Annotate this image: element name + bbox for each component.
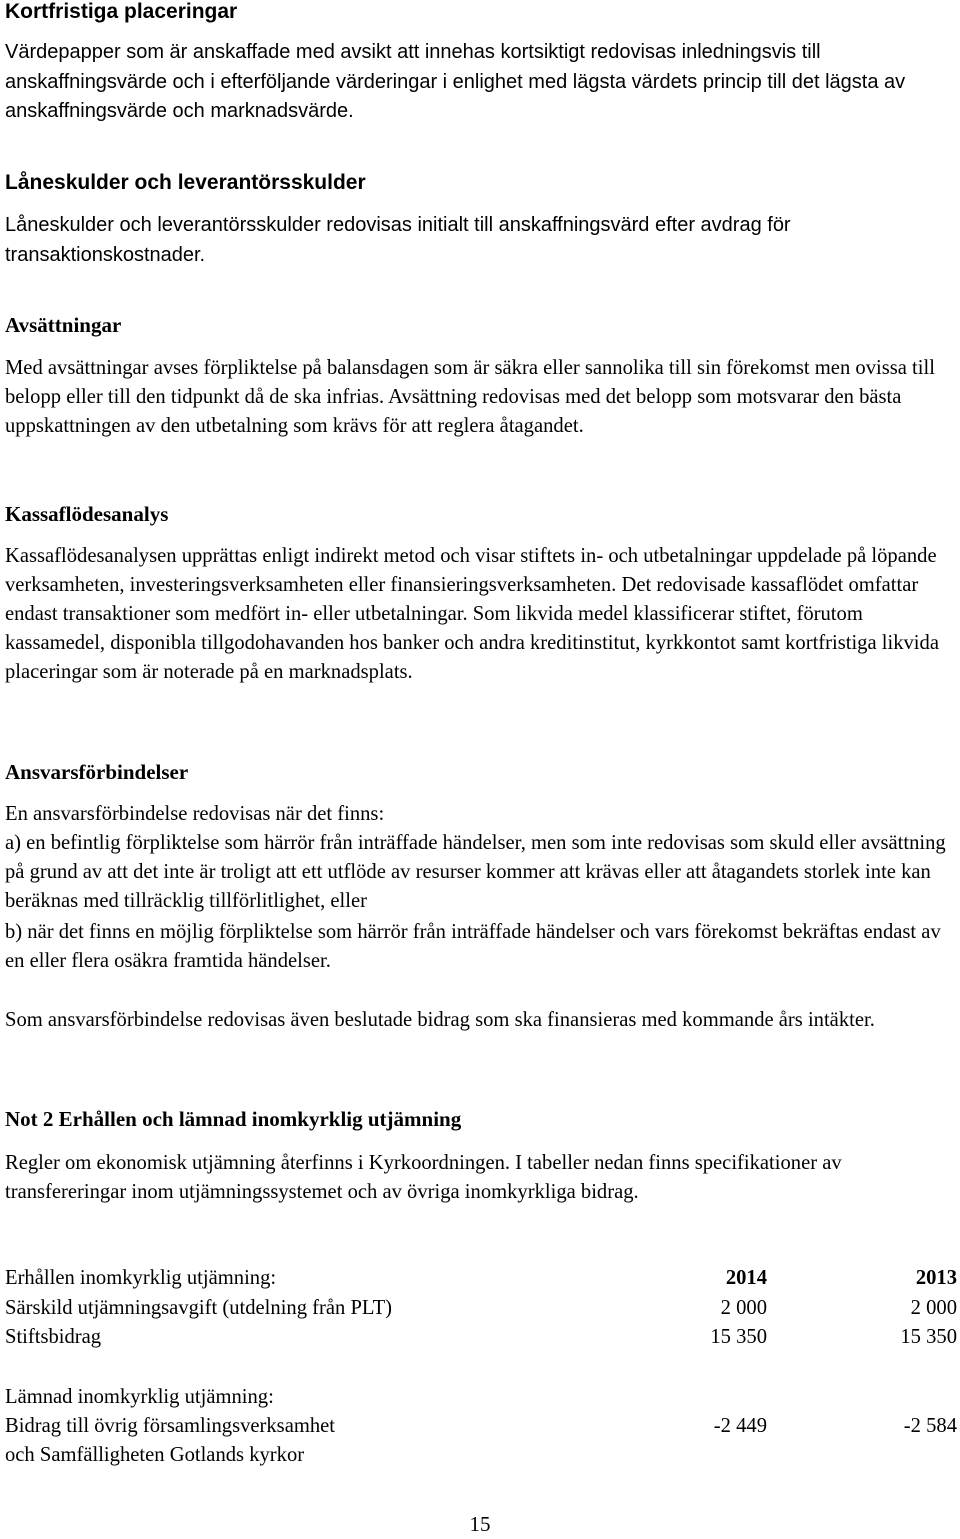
row-label: Särskild utjämningsavgift (utdelning från PLT) — [5, 1297, 393, 1319]
row-value-2014: -2 449 — [713, 1415, 767, 1437]
ansvar-intro: En ansvarsförbindelse redovisas när det finns: — [5, 803, 385, 825]
table-header-received — [5, 1264, 957, 1293]
heading-not2: Not 2 Erhållen och lämnad inomkyrklig utjämning — [5, 1107, 462, 1131]
row-value-2014: 15 350 — [710, 1326, 767, 1348]
body-not2: Regler om ekonomisk utjämning återfinns i Kyrkoordningen. I tabeller nedan finns specifikationer av transfereringar inom utjämningssystemet och av övriga inomkyrkliga bidrag. — [5, 1152, 842, 1203]
heading-avsattningar: Avsättningar — [5, 313, 122, 337]
ansvar-item-b: b) när det finns en möjlig förpliktelse som härrör från inträffade händelser och vars förekomst bekräftas endast av en eller flera osäkra framtida händelser. — [5, 921, 941, 972]
table-row — [5, 1441, 957, 1470]
received-header-label: Erhållen inomkyrklig utjämning: — [5, 1267, 277, 1289]
row-label: och Samfälligheten Gotlands kyrkor — [5, 1444, 305, 1466]
heading-kassaflode: Kassaflödesanalys — [5, 502, 169, 526]
body-avsattningar: Med avsättningar avses förpliktelse på balansdagen som är säkra eller sannolika till sin förekomst men ovissa till belopp eller till den tidpunkt då de ska infrias. Avsättning redovisas med det belopp som motsvarar den bästa uppskattningen av den utbetalning som krävs för att reglera åtagandet. — [5, 357, 935, 437]
heading-laneskulder: Låneskulder och leverantörsskulder — [5, 171, 366, 194]
heading-kortfristiga: Kortfristiga placeringar — [5, 0, 238, 23]
row-value-2014: 2 000 — [720, 1297, 767, 1319]
ansvar-extra: Som ansvarsförbindelse redovisas även beslutade bidrag som ska finansieras med kommande års intäkter. — [5, 1009, 875, 1031]
body-kortfristiga: Värdepapper som är anskaffade med avsikt att innehas kortsiktigt redovisas inledningsvis till anskaffningsvärde och i efterföljande värderingar i enlighet med lägsta värdets princip till det lägsta av anskaffningsvärde och marknadsvärde. — [5, 41, 906, 122]
table-row — [5, 1294, 957, 1323]
row-label: Stiftsbidrag — [5, 1326, 102, 1348]
table-row — [5, 1323, 957, 1352]
year-2014-header: 2014 — [725, 1267, 767, 1289]
body-kassaflode: Kassaflödesanalysen upprättas enligt indirekt metod och visar stiftets in- och utbetalningar uppdelade på löpande verksamheten, investeringsverksamheten eller finansieringsverksamheten. Det redovisade kassaflödet omfattar endast transaktioner som medfört in- eller utbetalningar. Som likvida medel klassificerar stiftet, förutom kassamedel, disponibla tillgodohavanden hos banker och andra kreditinstitut, kyrkkontot samt kortfristiga likvida placeringar som är noterade på en marknadsplats. — [5, 545, 939, 683]
table-header-given — [5, 1383, 957, 1412]
given-header-label: Lämnad inomkyrklig utjämning: — [5, 1386, 274, 1408]
row-label: Bidrag till övrig församlingsverksamhet — [5, 1415, 336, 1437]
heading-ansvar: Ansvarsförbindelser — [5, 760, 189, 784]
row-value-2013: 2 000 — [910, 1297, 957, 1319]
row-value-2013: -2 584 — [903, 1415, 957, 1437]
year-2013-header: 2013 — [915, 1267, 957, 1289]
ansvar-item-a: a) en befintlig förpliktelse som härrör från inträffade händelser, men som inte redovisas som skuld eller avsättning på grund av att det inte är troligt att ett utflöde av resurser kommer att krävas eller att åtagandets storlek inte kan beräknas med tillräcklig tillförlitlighet, eller — [5, 832, 946, 912]
body-laneskulder: Låneskulder och leverantörsskulder redovisas initialt till anskaffningsvärd efter avdrag för transaktionskostnader. — [5, 214, 791, 266]
row-value-2013: 15 350 — [900, 1326, 957, 1348]
table-row — [5, 1412, 957, 1441]
page-number: 15 — [469, 1512, 491, 1536]
